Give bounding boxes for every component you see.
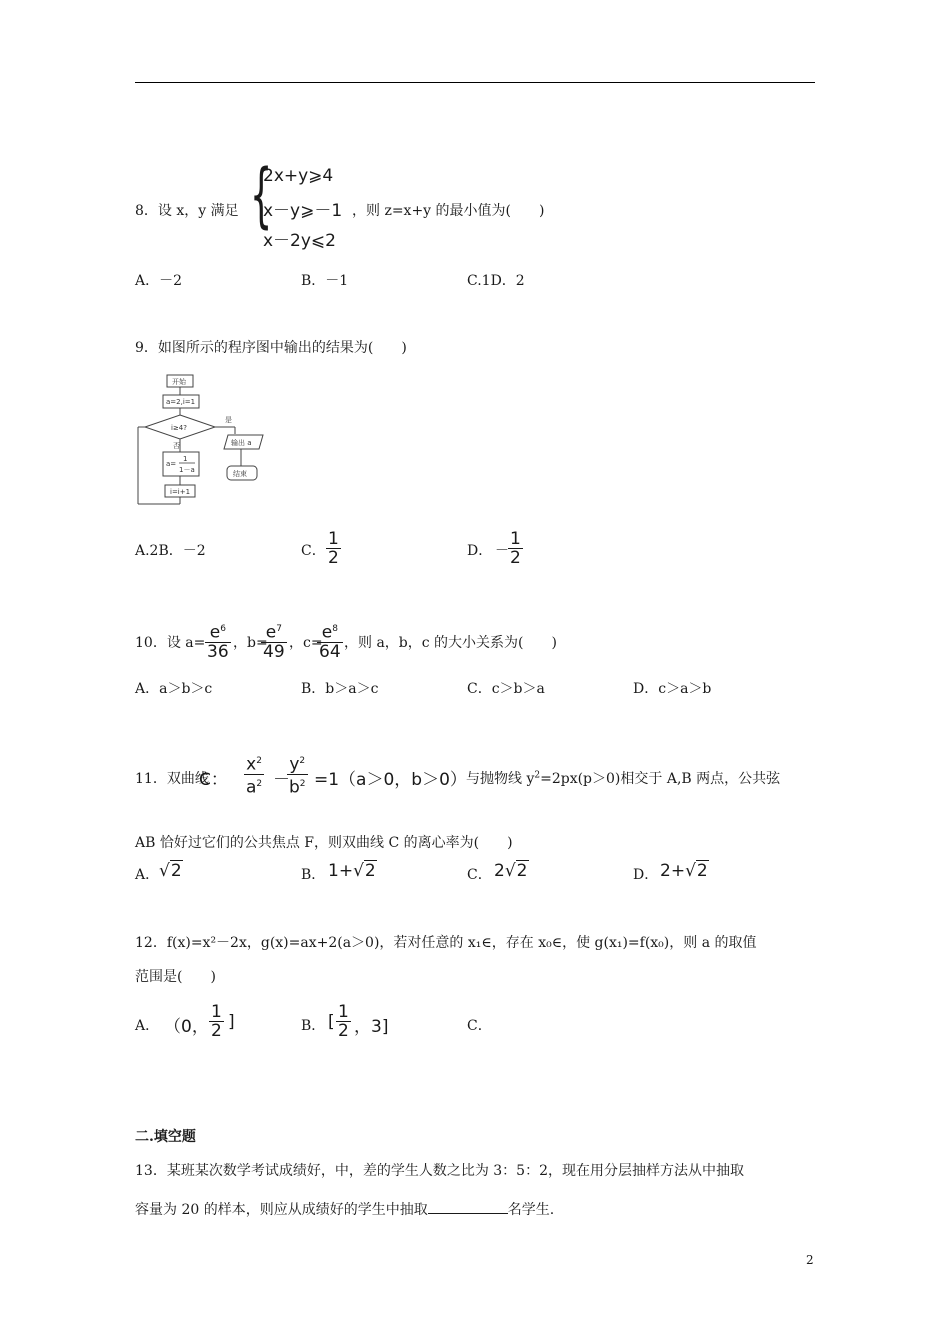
q12-option-b-open: [ bbox=[328, 1012, 335, 1032]
q9-option-d-fraction: $\frac{1}{2}$ bbox=[510, 529, 521, 568]
flow-end: 结束 bbox=[233, 470, 247, 478]
q8-brace: { bbox=[250, 154, 273, 236]
q9-option-c-label: C． bbox=[301, 543, 326, 559]
q9-option-ab: A.2B．－2 bbox=[135, 543, 206, 559]
q10-option-d: D．c＞a＞b bbox=[633, 681, 712, 697]
q8-suffix: ，则 z=x+y 的最小值为( ) bbox=[352, 203, 545, 219]
q11-equation: =1（a＞0，b＞0） bbox=[314, 770, 467, 790]
q9-option-d-sign: － bbox=[495, 543, 509, 559]
flow-yes: 是 bbox=[225, 416, 232, 424]
q10-option-c: C．c＞b＞a bbox=[467, 681, 545, 697]
q8-option-a: A．－2 bbox=[135, 273, 183, 289]
page-number: 2 bbox=[806, 1253, 814, 1267]
header-rule bbox=[135, 82, 815, 83]
flow-output: 输出 a bbox=[231, 439, 252, 447]
q8-option-cd: C.1D．2 bbox=[467, 273, 525, 289]
q11-y-fraction: $\frac{y^2}{b^2}$ bbox=[287, 752, 308, 796]
q10-option-b: B．b＞a＞c bbox=[301, 681, 379, 697]
q8-prefix: 8．设 x，y 满足 bbox=[135, 203, 239, 219]
q11-line-2: AB 恰好过它们的公共焦点 F，则双曲线 C 的离心率为( ) bbox=[135, 835, 513, 851]
q10-option-a: A．a＞b＞c bbox=[135, 681, 213, 697]
q10-c-fraction: $\frac{e^8}{64}$ bbox=[317, 620, 343, 661]
q9-flowchart bbox=[135, 372, 265, 507]
q11-part-2: 与抛物线 $y^2=2px(p>0)$相交于 A,B 两点，公共弦 bbox=[466, 770, 781, 787]
section-heading-fill-in: 二.填空题 bbox=[135, 1129, 196, 1145]
q10-part-1: 10．设 a= bbox=[135, 635, 206, 651]
q8-constraint-3: x－2y⩽2 bbox=[263, 231, 336, 251]
q11-option-d-label: D． bbox=[633, 867, 659, 883]
flow-no: 否 bbox=[173, 442, 180, 450]
q11-part-1: 11．双曲线 bbox=[135, 771, 209, 787]
q12-option-a-label: A． bbox=[135, 1018, 160, 1034]
q12-option-a-open: （0， bbox=[164, 1017, 209, 1037]
q8-option-b: B．－1 bbox=[301, 273, 349, 289]
q13-line-1: 13．某班某次数学考试成绩好，中，差的学生人数之比为 3：5：2，现在用分层抽样方法从中抽取 bbox=[135, 1163, 744, 1179]
q11-option-c-value: 2√2 bbox=[494, 861, 528, 881]
q12-option-b-label: B． bbox=[301, 1018, 326, 1034]
q12-option-c: C． bbox=[467, 1018, 492, 1034]
flow-assign-num: 1 bbox=[183, 455, 188, 463]
q11-minus: － bbox=[273, 770, 290, 790]
flow-condition: i≥4? bbox=[171, 424, 187, 432]
q12-option-b-fraction: $\frac{1}{2}$ bbox=[338, 1002, 349, 1041]
flow-start: 开始 bbox=[172, 378, 186, 386]
q13-line-2: 容量为 20 的样本，则应从成绩好的学生中抽取 名学生. bbox=[135, 1199, 554, 1219]
q10-b-fraction: $\frac{e^7}{49}$ bbox=[261, 620, 287, 661]
q12-line-2: 范围是( ) bbox=[135, 969, 216, 985]
flow-increment: i=i+1 bbox=[170, 488, 191, 496]
flow-assign-den: 1－a bbox=[179, 466, 195, 474]
flow-init: a=2,i=1 bbox=[166, 398, 196, 406]
q11-curve-name: C： bbox=[199, 770, 228, 790]
flow-assign-left: a= bbox=[166, 460, 177, 468]
q11-option-c-label: C． bbox=[467, 867, 492, 883]
q10-part-3: ，c= bbox=[289, 635, 323, 651]
q12-option-a-close: ] bbox=[228, 1012, 235, 1032]
q10-a-fraction: $\frac{e^6}{36}$ bbox=[205, 620, 231, 661]
q9-option-c-fraction: $\frac{1}{2}$ bbox=[328, 529, 339, 568]
q8-constraint-1: 2x+y⩾4 bbox=[263, 166, 334, 186]
q11-option-a-label: A． bbox=[135, 867, 160, 883]
q12-line-1: 12．f(x)=x²－2x，g(x)=ax+2(a＞0)，若对任意的 x₁∈，存在 x₀∈，使 g(x₁)=f(x₀)，则 a 的取值 bbox=[135, 935, 757, 951]
q11-option-b-label: B． bbox=[301, 867, 326, 883]
q13-answer-blank[interactable] bbox=[428, 1199, 508, 1214]
q10-part-4: ，则 a，b，c 的大小关系为( ) bbox=[344, 635, 557, 651]
q11-option-d-value: 2+√2 bbox=[660, 861, 708, 881]
q11-option-a-value: √2 bbox=[159, 861, 182, 881]
q11-option-b-value: 1+√2 bbox=[328, 861, 376, 881]
q12-option-a-fraction: $\frac{1}{2}$ bbox=[211, 1002, 222, 1041]
q11-x-fraction: $\frac{x^2}{a^2}$ bbox=[244, 752, 264, 796]
q9-stem: 9．如图所示的程序图中输出的结果为( ) bbox=[135, 340, 407, 356]
q8-constraint-2: x－y⩾－1 bbox=[263, 201, 343, 221]
q10-part-2: ，b= bbox=[233, 635, 268, 651]
q12-option-b-close: ，3] bbox=[354, 1017, 389, 1037]
q9-option-d-label: D． bbox=[467, 543, 493, 559]
